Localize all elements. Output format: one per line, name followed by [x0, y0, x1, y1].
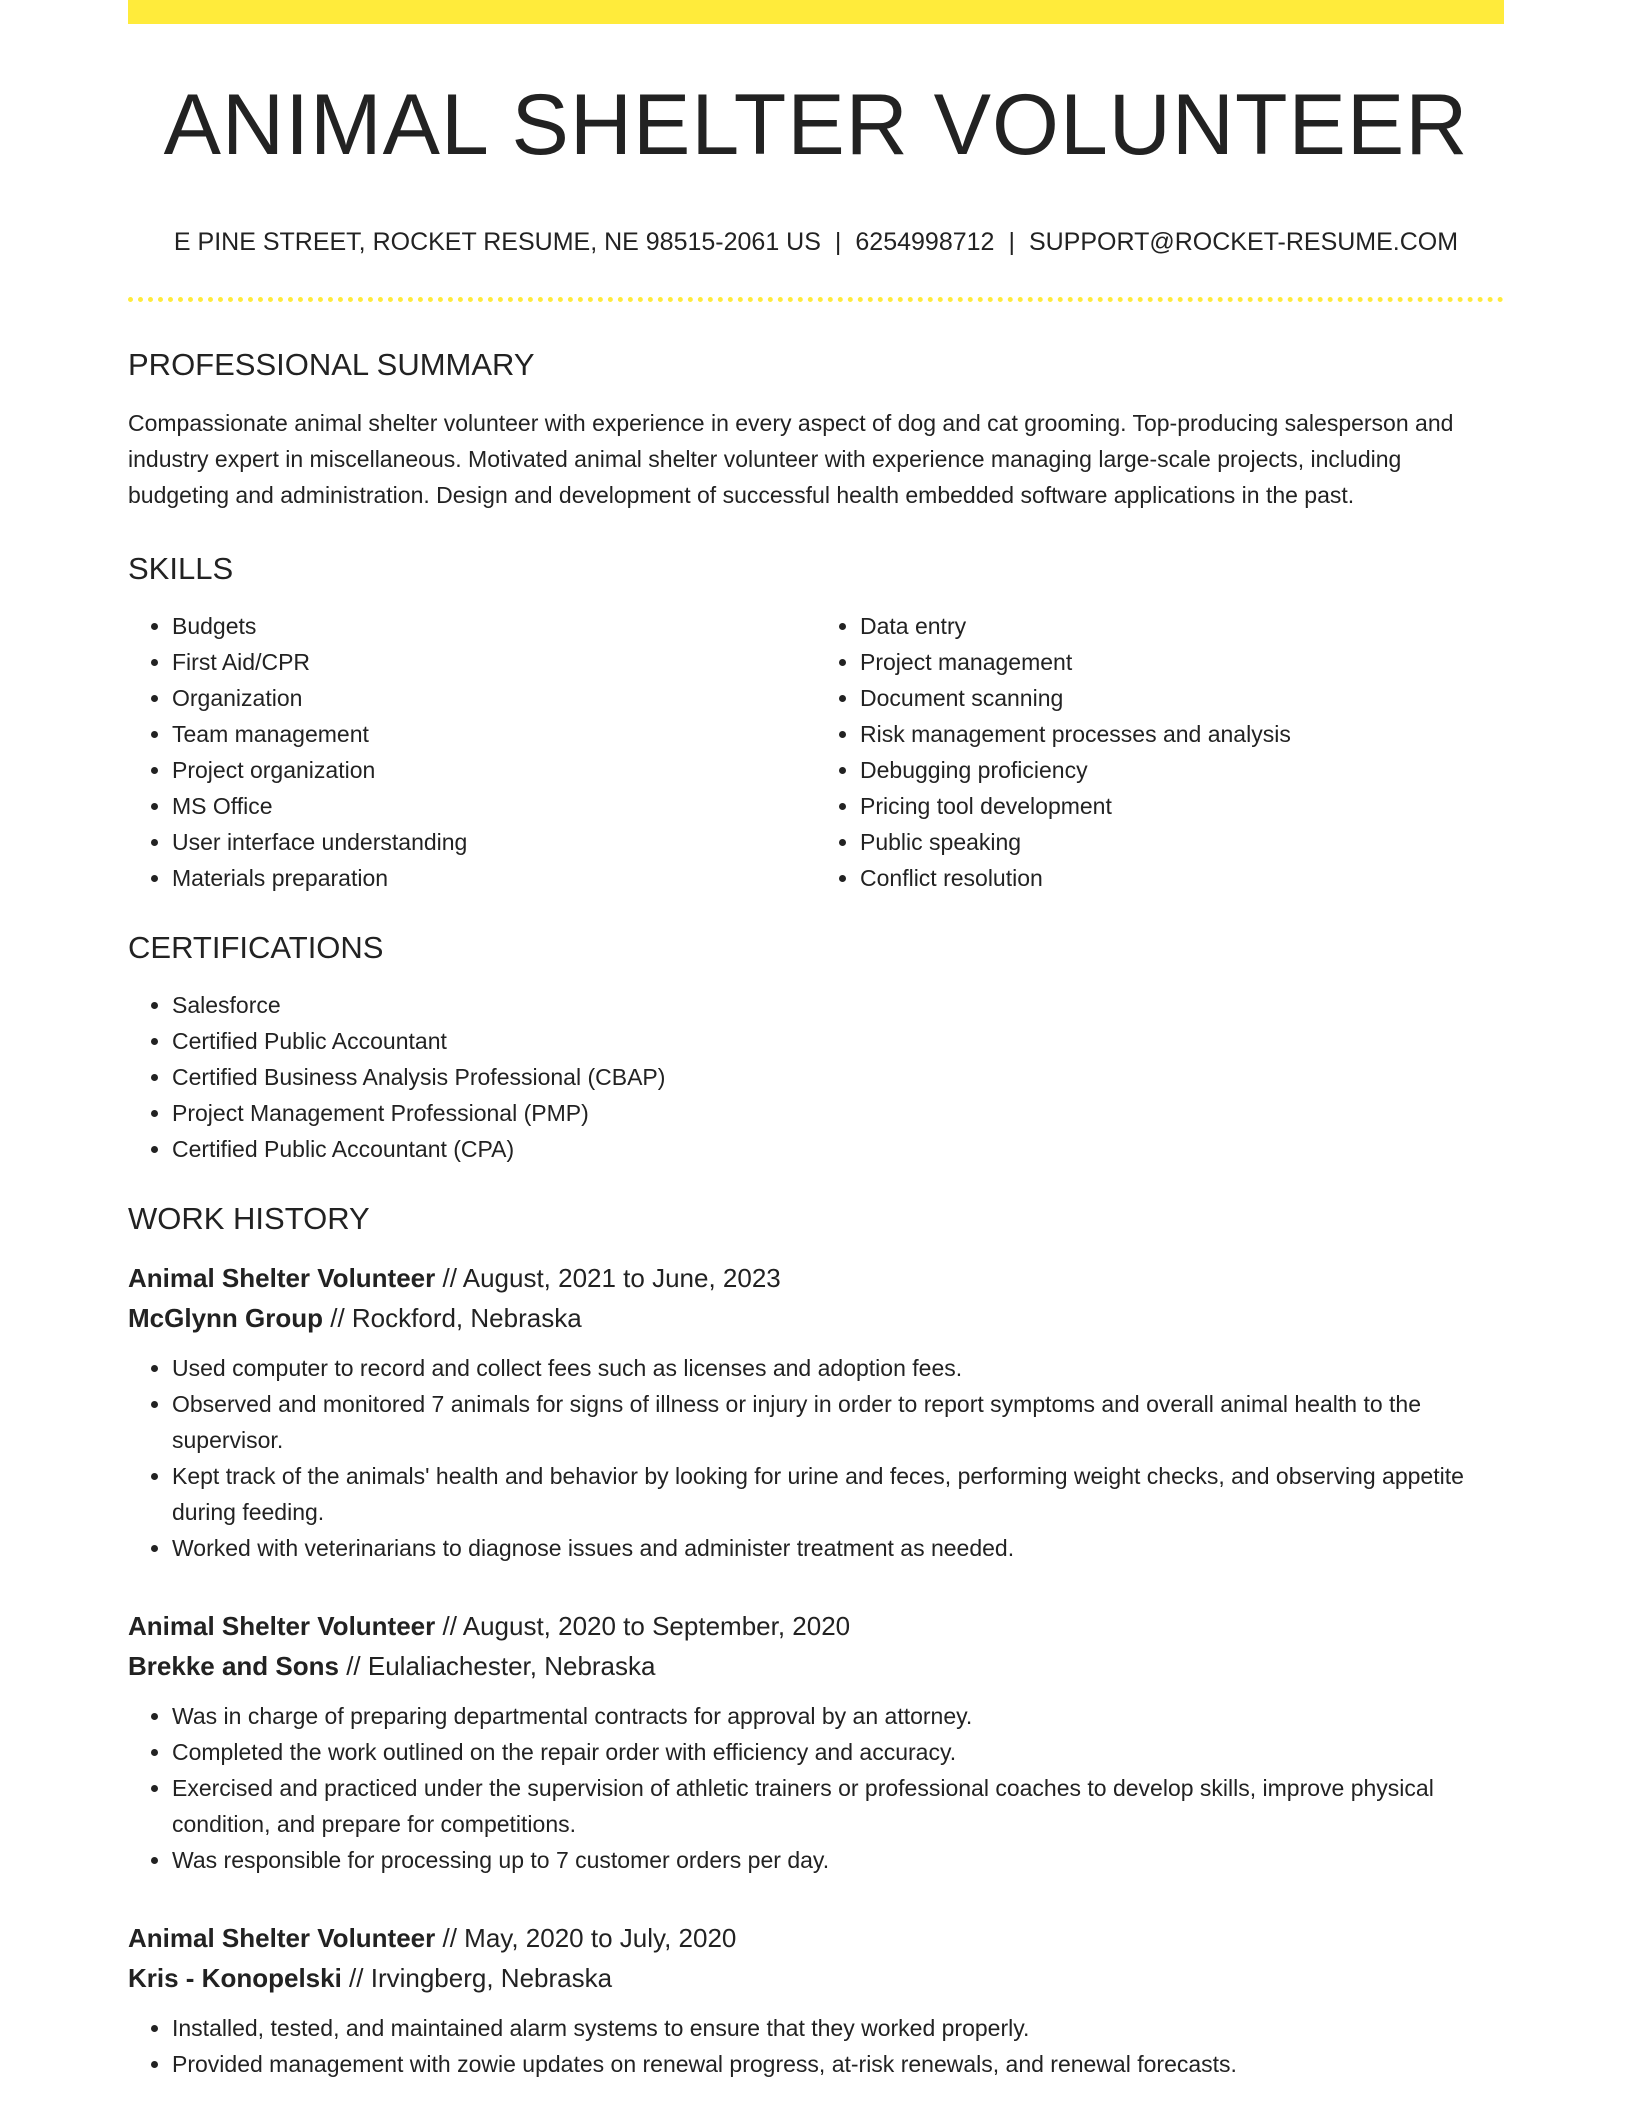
list-item: • Project Management Professional (PMP) — [172, 1095, 1504, 1131]
list-item: • Document scanning — [860, 680, 1504, 716]
job-role: Animal Shelter Volunteer — [128, 1923, 436, 1953]
list-item: • Certified Public Accountant — [172, 1023, 1504, 1059]
job-company-line — [128, 1646, 1504, 1686]
resume-title: ANIMAL SHELTER VOLUNTEER — [163, 77, 1469, 173]
job-role-line — [128, 1258, 1504, 1298]
certifications-section — [128, 932, 1504, 1167]
job-role-line — [128, 1606, 1504, 1646]
list-item: • Was in charge of preparing departmental contracts for approval by an attorney. — [172, 1698, 1504, 1734]
job-location: // Rockford, Nebraska — [323, 1303, 582, 1333]
list-item: • Project management — [860, 644, 1504, 680]
list-item: • Observed and monitored 7 animals for signs of illness or injury in order to report symptoms and overall animal health to the supervisor. — [172, 1386, 1504, 1458]
list-item: • Team management — [172, 716, 816, 752]
job-role-line — [128, 1918, 1504, 1958]
job-location: // Eulaliachester, Nebraska — [338, 1651, 656, 1681]
summary-section — [128, 349, 1504, 513]
contact-email: SUPPORT@ROCKET-RESUME.COM — [1028, 228, 1459, 256]
skills-list-right — [816, 608, 1504, 896]
skills-list-left — [128, 608, 816, 896]
skills-section — [128, 553, 1504, 896]
top-accent-bar — [128, 0, 1504, 24]
list-item: • Conflict resolution — [860, 860, 1504, 896]
job-bullets — [128, 1350, 1504, 1566]
contact-address: E PINE STREET, ROCKET RESUME, NE 98515-2061 US — [173, 228, 821, 256]
list-item: • Materials preparation — [172, 860, 816, 896]
list-item: • Salesforce — [172, 987, 1504, 1023]
list-item: • Debugging proficiency — [860, 752, 1504, 788]
resume-page — [128, 0, 1504, 2082]
job-entry — [128, 1606, 1504, 1878]
job-role: Animal Shelter Volunteer — [128, 1611, 436, 1641]
list-item: • Organization — [172, 680, 816, 716]
job-dates: // May, 2020 to July, 2020 — [435, 1923, 737, 1953]
list-item: • Risk management processes and analysis — [860, 716, 1504, 752]
dotted-divider — [128, 297, 1504, 302]
skills-grid — [128, 608, 1504, 896]
job-company: Kris - Konopelski — [128, 1963, 342, 1993]
list-item: • Worked with veterinarians to diagnose issues and administer treatment as needed. — [172, 1530, 1504, 1566]
job-company: Brekke and Sons — [128, 1651, 339, 1681]
section-heading-certifications: CERTIFICATIONS — [128, 930, 384, 965]
contact-phone: 6254998712 — [855, 228, 995, 256]
contact-separator: | — [834, 228, 842, 256]
job-entry — [128, 1918, 1504, 2082]
list-item: • Data entry — [860, 608, 1504, 644]
job-role: Animal Shelter Volunteer — [128, 1263, 436, 1293]
list-item: • First Aid/CPR — [172, 644, 816, 680]
job-bullets — [128, 1698, 1504, 1878]
contact-line — [128, 230, 1504, 255]
list-item: • Budgets — [172, 608, 816, 644]
list-item: • User interface understanding — [172, 824, 816, 860]
list-item: • Provided management with zowie updates on renewal progress, at-risk renewals, and renewal forecasts. — [172, 2046, 1504, 2082]
list-item: • Kept track of the animals' health and behavior by looking for urine and feces, performing weight checks, and observing appetite during feeding. — [172, 1458, 1504, 1530]
list-item: • Certified Public Accountant (CPA) — [172, 1131, 1504, 1167]
section-heading-skills: SKILLS — [128, 551, 234, 586]
list-item: • Used computer to record and collect fees such as licenses and adoption fees. — [172, 1350, 1504, 1386]
job-company-line — [128, 1298, 1504, 1338]
list-item: • Exercised and practiced under the supervision of athletic trainers or professional coaches to develop skills, improve physical condition, and prepare for competitions. — [172, 1770, 1504, 1842]
work-history-section — [128, 1203, 1504, 2082]
section-heading-summary: PROFESSIONAL SUMMARY — [128, 347, 535, 382]
list-item: • Project organization — [172, 752, 816, 788]
job-company-line — [128, 1958, 1504, 1998]
list-item: • Pricing tool development — [860, 788, 1504, 824]
list-item: • Installed, tested, and maintained alarm systems to ensure that they worked properly. — [172, 2010, 1504, 2046]
list-item: • Public speaking — [860, 824, 1504, 860]
job-company: McGlynn Group — [128, 1303, 323, 1333]
summary-text: Compassionate animal shelter volunteer with experience in every aspect of dog and cat grooming. Top-producing salesperson and industry expert in miscellaneous. Motivated animal shelter volunteer with experience managing large-scale projects, including budgeting and administration. Design and development of successful health embedded software applications in the past. — [128, 410, 1454, 508]
section-heading-work-history: WORK HISTORY — [128, 1201, 370, 1236]
job-location: // Irvingberg, Nebraska — [341, 1963, 613, 1993]
contact-separator: | — [1008, 228, 1015, 256]
list-item: • MS Office — [172, 788, 816, 824]
job-dates: // August, 2020 to September, 2020 — [435, 1611, 851, 1641]
job-bullets — [128, 2010, 1504, 2082]
list-item: • Certified Business Analysis Professional (CBAP) — [172, 1059, 1504, 1095]
list-item: • Completed the work outlined on the repair order with efficiency and accuracy. — [172, 1734, 1504, 1770]
list-item: • Was responsible for processing up to 7 customer orders per day. — [172, 1842, 1504, 1878]
certifications-list — [128, 987, 1504, 1167]
job-entry — [128, 1258, 1504, 1566]
job-dates: // August, 2021 to June, 2023 — [435, 1263, 781, 1293]
